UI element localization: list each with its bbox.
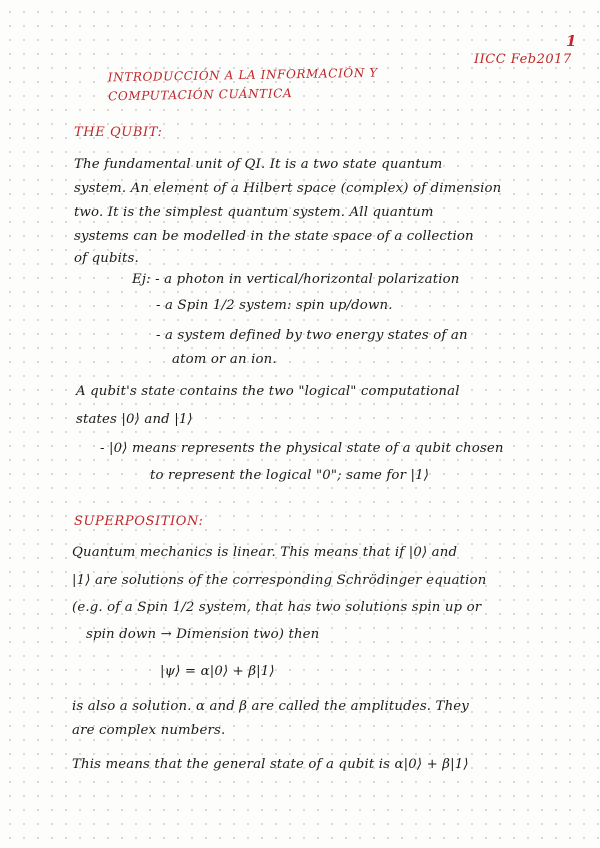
- title-line-2: COMPUTACIÓN CUÁNTICA: [108, 86, 293, 104]
- example-line: - a Spin 1/2 system: spin up/down.: [156, 298, 393, 313]
- section-heading-qubit: THE QUBIT:: [74, 125, 163, 140]
- document-title: [108, 64, 379, 107]
- text-line: The fundamental unit of QI. It is a two state quantum: [74, 157, 443, 172]
- text-line: two. It is the simplest quantum system. All quantum: [74, 205, 434, 220]
- title-line-1: INTRODUCCIÓN A LA INFORMACIÓN Y: [107, 65, 378, 85]
- section-heading-superposition: SUPERPOSITION:: [74, 514, 204, 529]
- text-line: Quantum mechanics is linear. This means that if |0⟩ and: [72, 545, 458, 560]
- text-line: states |0⟩ and |1⟩: [76, 412, 193, 427]
- example-line: - a system defined by two energy states of an: [156, 328, 468, 343]
- text-line: are complex numbers.: [72, 723, 226, 738]
- course-date-label: IICC Feb2017: [474, 52, 572, 67]
- page-number: 1: [566, 32, 577, 50]
- text-line: systems can be modelled in the state space of a collection: [74, 229, 474, 244]
- text-line: (e.g. of a Spin 1/2 system, that has two solutions spin up or: [72, 600, 482, 615]
- text-line: spin down → Dimension two) then: [86, 627, 320, 642]
- text-line: |1⟩ are solutions of the corresponding Schrödinger equation: [72, 573, 487, 588]
- text-line: to represent the logical "0"; same for |1⟩: [150, 468, 430, 483]
- text-line: This means that the general state of a qubit is α|0⟩ + β|1⟩: [72, 757, 469, 772]
- text-line: is also a solution. α and β are called the amplitudes. They: [72, 699, 469, 714]
- example-line: atom or an ion.: [172, 352, 277, 367]
- equation-line: |ψ⟩ = α|0⟩ + β|1⟩: [160, 664, 275, 679]
- text-line: of qubits.: [74, 251, 139, 266]
- example-line: Ej: - a photon in vertical/horizontal polarization: [132, 272, 460, 287]
- text-line: system. An element of a Hilbert space (complex) of dimension: [74, 181, 502, 196]
- text-line: A qubit's state contains the two "logical" computational: [76, 384, 460, 399]
- text-line: - |0⟩ means represents the physical state of a qubit chosen: [100, 441, 504, 456]
